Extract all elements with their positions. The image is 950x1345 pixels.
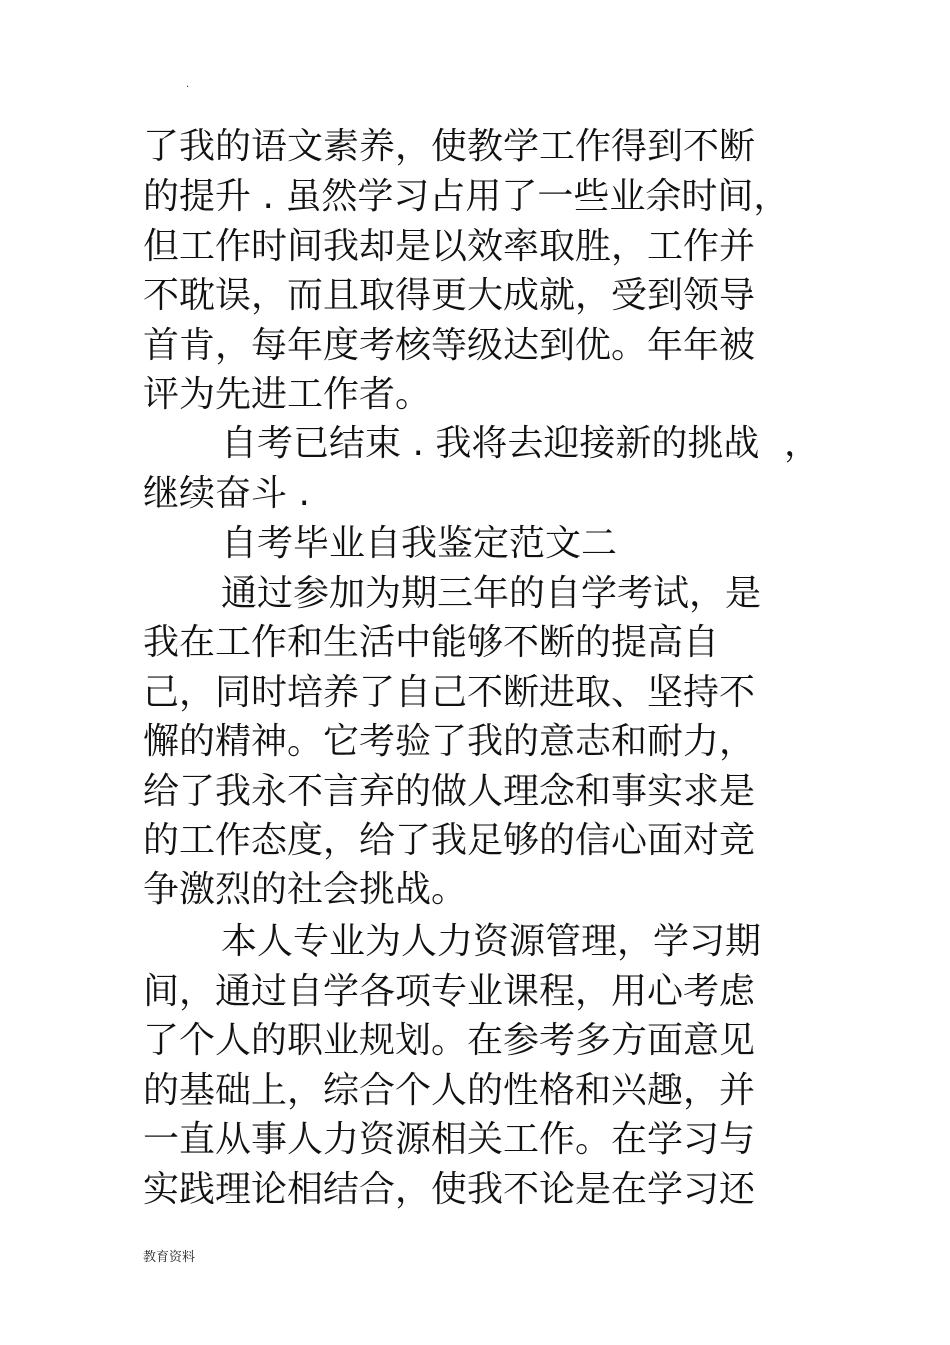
text-line: 自考已结束 . 我将去迎接新的挑战	[221, 423, 760, 464]
text-line: 不耽误，而且取得更大成就，受到领导	[143, 275, 756, 316]
text-line: 给了我永不言弃的做人理念和事实求是	[143, 771, 756, 812]
footer-label: 教育资料	[143, 1250, 196, 1265]
text-line: 首肯，每年度考核等级达到优。年年被	[143, 325, 756, 366]
text-line: 继续奋斗 .	[143, 473, 310, 514]
text-line: 间，通过自学各项专业课程，用心考虑	[143, 971, 756, 1012]
text-line: 了我的语文素养，使教学工作得到不断	[143, 126, 756, 167]
header-mark: .	[186, 79, 190, 90]
text-line: 通过参加为期三年的自学考试，是	[221, 573, 762, 614]
text-line: 己，同时培养了自己不断进取、坚持不	[143, 672, 756, 713]
text-line: 的提升 . 虽然学习占用了一些业余时间，	[143, 176, 790, 217]
text-line: 懈的精神。它考验了我的意志和耐力，	[143, 721, 756, 762]
text-line: 的工作态度，给了我足够的信心面对竞	[143, 820, 756, 861]
text-line: 实践理论相结合，使我不论是在学习还	[143, 1169, 756, 1210]
text-line: 评为先进工作者。	[143, 374, 432, 415]
trailing-comma: ，	[784, 423, 821, 464]
text-line: 的基础上，综合个人的性格和兴趣，并	[143, 1070, 756, 1111]
text-line: 但工作时间我却是以效率取胜，工作并	[143, 226, 756, 267]
text-line: 了个人的职业规划。在参考多方面意见	[143, 1020, 756, 1061]
text-line: 争激烈的社会挑战。	[143, 869, 468, 910]
section-heading: 自考毕业自我鉴定范文二	[221, 523, 618, 564]
text-line: 一直从事人力资源相关工作。在学习与	[143, 1119, 756, 1160]
text-line: 本人专业为人力资源管理，学习期	[221, 921, 762, 962]
text-line: 我在工作和生活中能够不断的提高自	[143, 622, 720, 663]
